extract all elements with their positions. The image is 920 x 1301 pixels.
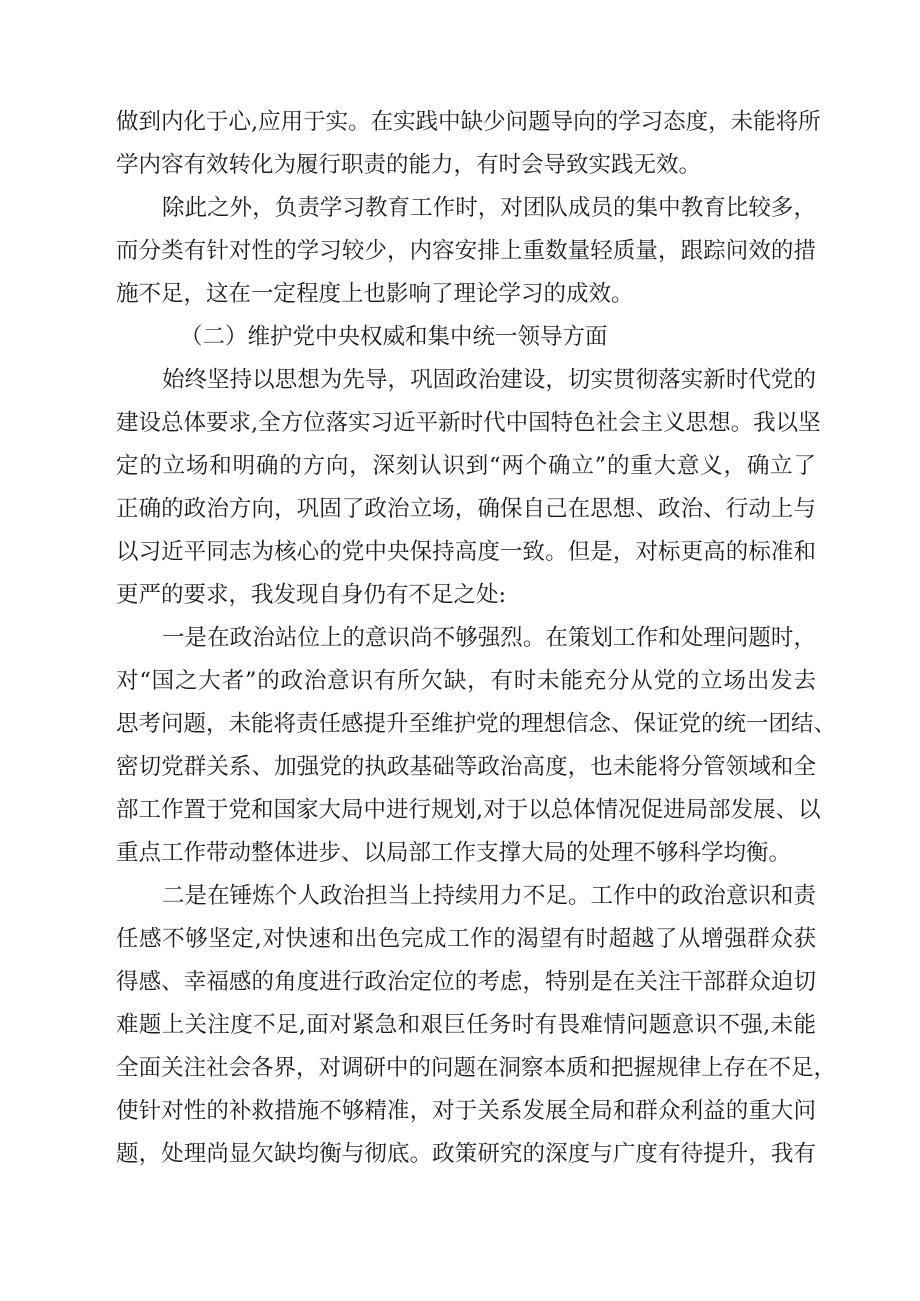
text-line: 得感、幸福感的角度进行政治定位的考虑，特别是在关注干部群众迫切 [116,969,816,995]
text-line: 定的立场和明确的方向，深刻认识到“两个确立”的重大意义，确立了 [116,453,816,479]
text-line: 以习近平同志为核心的党中央保持高度一致。但是，对标更高的标准和 [116,539,816,565]
text-line: 正确的政治方向，巩固了政治立场，确保自己在思想、政治、行动上与 [116,496,816,522]
text-line: 施不足，这在一定程度上也影响了理论学习的成效。 [116,281,634,307]
paragraph-first-line: 二是在锤炼个人政治担当上持续用力不足。工作中的政治意识和责 [162,883,816,909]
text-line: 任感不够坚定,对快速和出色完成工作的渴望有时超越了从增强群众获 [116,926,816,952]
text-line: 思考问题，未能将责任感提升至维护党的理想信念、保证党的统一团结、 [116,711,837,737]
paragraph-first-line: 始终坚持以思想为先导，巩固政治建设，切实贯彻落实新时代党的 [162,367,816,393]
text-line: 难题上关注度不足,面对紧急和艰巨任务时有畏难情问题意识不强,未能 [116,1012,816,1038]
text-line: 全面关注社会各界，对调研中的问题在洞察本质和把握规律上存在不足， [116,1055,837,1081]
text-line: 题，处理尚显欠缺均衡与彻底。政策研究的深度与广度有待提升，我有 [116,1141,816,1167]
text-line: 重点工作带动整体进步、以局部工作支撑大局的处理不够科学均衡。 [116,840,792,866]
text-line: 学内容有效转化为履行职责的能力，有时会导致实践无效。 [116,152,702,178]
text-line: 而分类有针对性的学习较少，内容安排上重数量轻质量，跟踪问效的措 [116,238,816,264]
text-line: 使针对性的补救措施不够精准，对于关系发展全局和群众利益的重大问 [116,1098,816,1124]
text-line: 部工作置于党和国家大局中进行规划,对于以总体情况促进局部发展、以 [116,797,821,823]
text-line: 做到内化于心,应用于实。在实践中缺少问题导向的学习态度，未能将所 [116,109,821,135]
text-line: 建设总体要求,全方位落实习近平新时代中国特色社会主义思想。我以坚 [116,410,821,436]
text-line: 对“国之大者”的政治意识有所欠缺，有时未能充分从党的立场出发去 [116,668,816,694]
paragraph-first-line: 除此之外，负责学习教育工作时，对团队成员的集中教育比较多， [162,195,816,221]
section-heading: （二）维护党中央权威和集中统一领导方面 [180,324,608,350]
text-line: 更严的要求，我发现自身仍有不足之处: [116,582,507,608]
text-line: 密切党群关系、加强党的执政基础等政治高度，也未能将分管领域和全 [116,754,816,780]
paragraph-first-line: 一是在政治站位上的意识尚不够强烈。在策划工作和处理问题时， [162,625,816,651]
